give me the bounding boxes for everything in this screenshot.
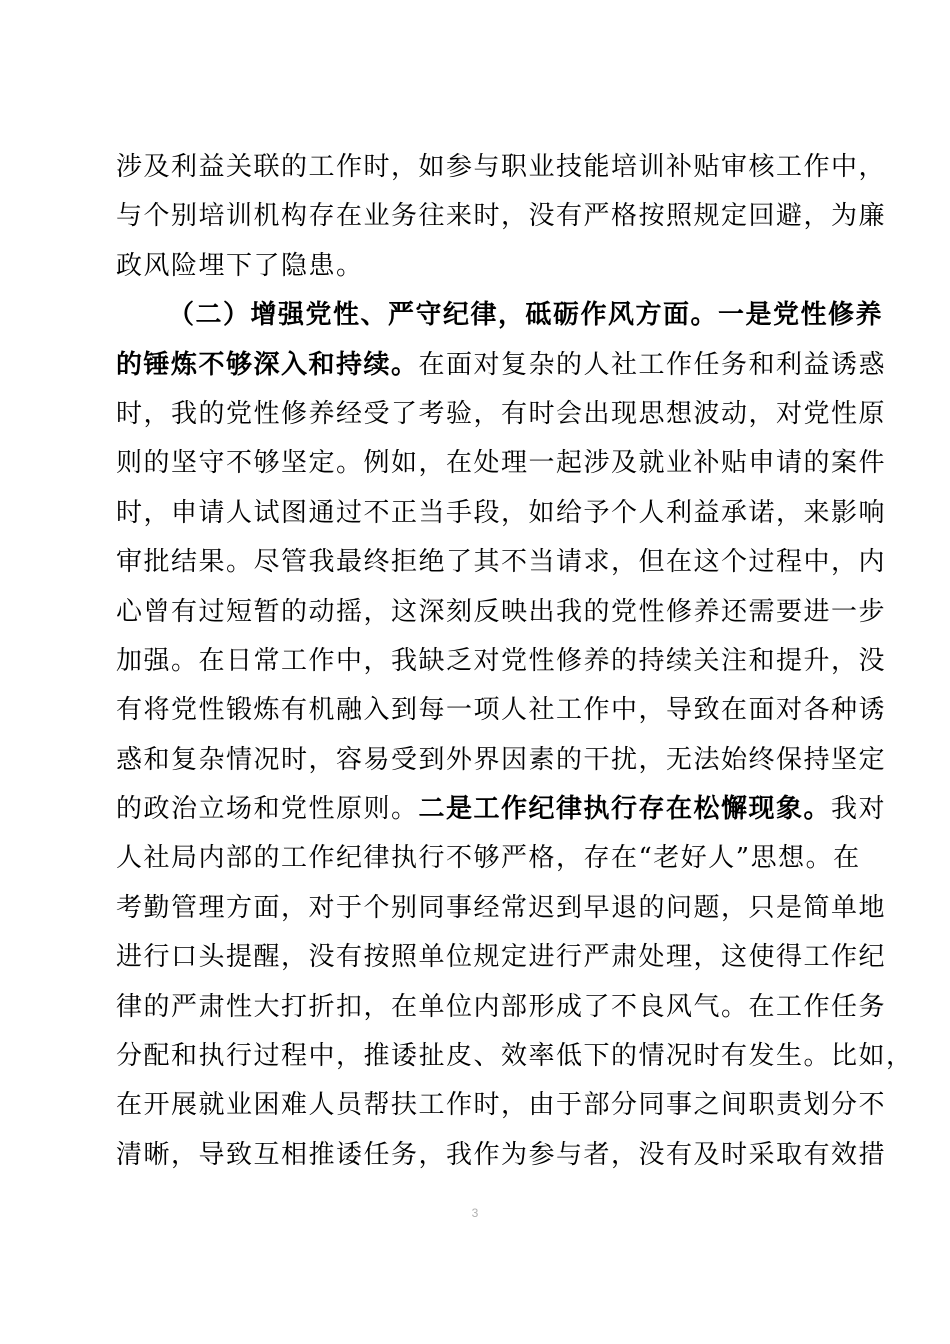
text-run: 考勤管理方面，对于个别同事经常迟到早退的问题，只是简单地 [116, 892, 887, 923]
bold-run: 二是工作纪律执行存在松懈现象。 [418, 794, 832, 825]
text-line-9 [116, 538, 887, 587]
text-line-1 [116, 143, 887, 192]
text-run: 分配和执行过程中，推诿扯皮、效率低下的情况时有发生。比如， [116, 1041, 914, 1072]
text-run: 时，申请人试图通过不正当手段，如给予个人利益承诺，来影响 [116, 497, 887, 528]
text-run: 清晰，导致互相推诿任务，我作为参与者，没有及时采取有效措 [116, 1139, 887, 1170]
text-line-11 [116, 637, 887, 686]
text-line-5 [116, 341, 887, 390]
section-heading-line [116, 291, 884, 340]
text-line-21 [116, 1131, 887, 1180]
text-run: 涉及利益关联的工作时，如参与职业技能培训补贴审核工作中， [116, 152, 887, 182]
text-line-6 [116, 390, 887, 439]
text-line-7 [116, 439, 887, 488]
text-line-16 [116, 884, 887, 933]
text-run: 政风险埋下了隐患。 [116, 250, 364, 281]
text-line-10 [116, 588, 887, 637]
text-run: 我对 [831, 794, 887, 825]
text-run: 的政治立场和党性原则。 [116, 794, 419, 825]
text-line-19 [116, 1032, 914, 1081]
text-line-18 [116, 983, 887, 1032]
text-run: 律的严肃性大打折扣，在单位内部形成了不良风气。在工作任务 [116, 991, 887, 1022]
text-line-3 [116, 242, 836, 291]
text-run: 在开展就业困难人员帮扶工作时，由于部分同事之间职责划分不 [116, 1090, 887, 1121]
text-line-17 [116, 933, 887, 982]
text-run: 人社局内部的工作纪律执行不够严格，存在“老好人”思想。在 [116, 843, 861, 874]
text-line-13 [116, 736, 887, 785]
text-run: 审批结果。尽管我最终拒绝了其不当请求，但在这个过程中，内 [116, 547, 887, 578]
text-run: 时，我的党性修养经受了考验，有时会出现思想波动，对党性原 [116, 398, 887, 429]
text-line-14 [116, 785, 887, 834]
text-run: 与个别培训机构存在业务往来时，没有严格按照规定回避，为廉 [116, 201, 887, 232]
text-run: 加强。在日常工作中，我缺乏对党性修养的持续关注和提升，没 [116, 645, 887, 676]
text-line-2 [116, 192, 887, 241]
text-line-8 [116, 489, 887, 538]
text-run: 心曾有过短暂的动摇，这深刻反映出我的党性修养还需要进一步 [116, 596, 887, 627]
text-line-20 [116, 1081, 887, 1130]
text-run: 在面对复杂的人社工作任务和利益诱惑 [418, 349, 887, 380]
section-heading: （二）增强党性、严守纪律，砥砺作风方面。一是党性修养 [168, 300, 884, 331]
bold-run: 的锤炼不够深入和持续。 [116, 349, 419, 380]
body-text [116, 143, 914, 1180]
page-number: 3 [471, 1206, 479, 1220]
text-run: 有将党性锻炼有机融入到每一项人社工作中，导致在面对各种诱 [116, 695, 887, 726]
text-line-15 [116, 834, 861, 883]
text-run: 惑和复杂情况时，容易受到外界因素的干扰，无法始终保持坚定 [116, 744, 887, 775]
text-run: 则的坚守不够坚定。例如，在处理一起涉及就业补贴申请的案件 [116, 448, 887, 479]
text-line-12 [116, 686, 887, 735]
text-run: 进行口头提醒，没有按照单位规定进行严肃处理，这使得工作纪 [116, 942, 887, 973]
